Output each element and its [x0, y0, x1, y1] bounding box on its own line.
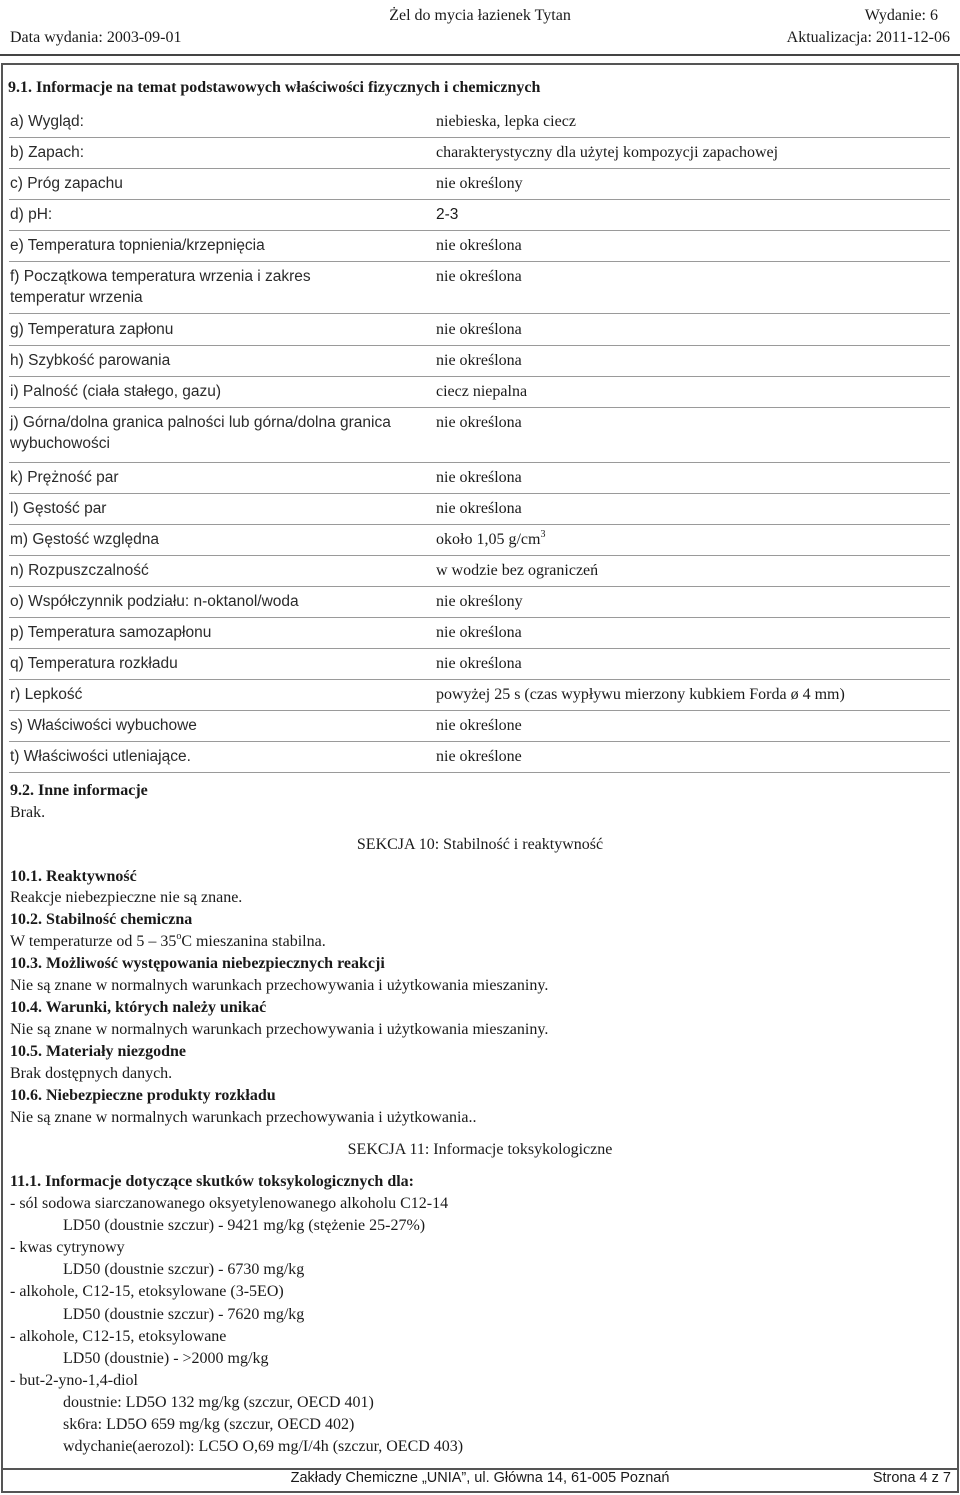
property-value: ciecz niepalna: [436, 383, 528, 400]
property-label: d) pH:: [10, 206, 53, 223]
section-10-4-text: Nie są znane w normalnych warunkach przechowywania i użytkowania mieszaniny.: [10, 1021, 549, 1038]
property-value: nie określona: [436, 237, 522, 254]
property-label: e) Temperatura topnienia/krzepnięcia: [10, 237, 265, 254]
tox-line: doustnie: LD5O 132 mg/kg (szczur, OECD 401): [63, 1394, 374, 1411]
property-value: nie określona: [436, 321, 522, 338]
property-value: niebieska, lepka ciecz: [436, 113, 576, 130]
property-value: nie określone: [436, 748, 522, 765]
tox-line: LD50 (doustnie) - >2000 mg/kg: [63, 1350, 269, 1367]
section-11-1-heading: 11.1. Informacje dotyczące skutków toksykologicznych dla:: [10, 1173, 414, 1190]
header-row-2: [10, 29, 950, 47]
property-row: [9, 409, 950, 463]
property-label: l) Gęstość par: [10, 500, 107, 517]
property-label: f) Początkowa temperatura wrzenia i zakres temperatur wrzenia: [10, 268, 311, 306]
property-label: s) Właściwości wybuchowe: [10, 717, 197, 734]
property-value: nie określona: [436, 655, 522, 672]
property-row: [9, 232, 950, 262]
density-unit-exponent: 3: [540, 529, 546, 540]
property-row: [9, 347, 950, 377]
property-label: g) Temperatura zapłonu: [10, 321, 174, 338]
property-label: t) Właściwości utleniające.: [10, 748, 191, 765]
property-label: h) Szybkość parowania: [10, 352, 171, 369]
section-11-heading: SEKCJA 11: Informacje toksykologiczne: [347, 1141, 613, 1158]
header-divider: [0, 54, 960, 56]
property-row: [9, 650, 950, 680]
document-title: Żel do mycia łazienek Tytan: [389, 7, 571, 24]
property-label: i) Palność (ciała stałego, gazu): [10, 383, 222, 400]
section-9-2-text: Brak.: [10, 804, 46, 821]
property-row: [9, 378, 950, 408]
property-row: [9, 557, 950, 587]
property-value: nie określone: [436, 717, 522, 734]
property-row: [9, 743, 950, 773]
tox-line: - alkohole, C12-15, etoksylowane: [10, 1328, 227, 1345]
property-label: n) Rozpuszczalność: [10, 562, 149, 579]
header-row-1: [10, 7, 950, 25]
property-row: [9, 464, 950, 494]
property-row: [9, 495, 950, 525]
property-value: nie określona: [436, 268, 522, 285]
property-value: charakterystyczny dla użytej kompozycji zapachowej: [436, 144, 779, 161]
tox-line: wdychanie(aerozol): LC5O O,69 mg/I/4h (szczur, OECD 403): [63, 1438, 464, 1455]
property-row: [9, 263, 950, 314]
section-10-5-text: Brak dostępnych danych.: [10, 1065, 173, 1082]
section-10-5-heading: 10.5. Materiały niezgodne: [10, 1043, 186, 1060]
density-value: około 1,05 g/cm: [436, 531, 541, 548]
property-value: 2-3: [436, 206, 459, 223]
page-footer: [1, 1469, 959, 1493]
footer-company: Zakłady Chemiczne „UNIA”, ul. Główna 14, 61-005 Poznań: [290, 1470, 670, 1486]
property-row: [9, 588, 950, 618]
section-10-heading: SEKCJA 10: Stabilność i reaktywność: [356, 836, 604, 853]
section-10-2-text: [10, 932, 326, 952]
tox-line: LD50 (doustnie szczur) - 6730 mg/kg: [63, 1261, 305, 1278]
property-value: nie określona: [436, 469, 522, 486]
section-10-2-heading: 10.2. Stabilność chemiczna: [10, 911, 193, 928]
property-row: [9, 108, 950, 138]
tox-line: - sól sodowa siarczanowanego oksyetylenowanego alkoholu C12-14: [10, 1195, 449, 1212]
section-10-3-heading: 10.3. Możliwość występowania niebezpiecznych reakcji: [10, 955, 385, 972]
tox-line: LD50 (doustnie szczur) - 7620 mg/kg: [63, 1306, 305, 1323]
property-label: j) Górna/dolna granica palności lub górna/dolna granica wybuchowości: [10, 414, 391, 452]
property-row: [9, 170, 950, 200]
property-row: [9, 526, 950, 556]
footer-page-number: Strona 4 z 7: [872, 1470, 951, 1486]
property-value: powyżej 25 s (czas wypływu mierzony kubkiem Forda ø 4 mm): [436, 686, 845, 703]
property-value: [436, 529, 545, 550]
property-row: [9, 681, 950, 711]
property-value: nie określona: [436, 414, 522, 431]
section-10-3-text: Nie są znane w normalnych warunkach przechowywania i użytkowania mieszaniny.: [10, 977, 549, 994]
property-label: q) Temperatura rozkładu: [10, 655, 178, 672]
property-row: [9, 201, 950, 231]
property-value: nie określony: [436, 593, 523, 610]
update-date: Aktualizacja: 2011-12-06: [786, 29, 950, 46]
property-row: [9, 316, 950, 346]
property-label: r) Lepkość: [10, 686, 83, 703]
property-value: nie określona: [436, 624, 522, 641]
issue-date: Data wydania: 2003-09-01: [10, 29, 182, 46]
property-value: nie określona: [436, 352, 522, 369]
stability-text-end: C mieszanina stabilna.: [181, 933, 326, 950]
tox-line: - but-2-yno-1,4-diol: [10, 1372, 138, 1389]
property-label: o) Współczynnik podziału: n-oktanol/woda: [10, 593, 299, 610]
tox-line: LD50 (doustnie szczur) - 9421 mg/kg (stężenie 25-27%): [63, 1217, 426, 1234]
property-row: [9, 619, 950, 649]
property-label: a) Wygląd:: [10, 113, 84, 130]
section-10-4-heading: 10.4. Warunki, których należy unikać: [10, 999, 267, 1016]
section-9-1-heading: 9.1. Informacje na temat podstawowych właściwości fizycznych i chemicznych: [8, 79, 541, 96]
property-value: w wodzie bez ograniczeń: [436, 562, 599, 579]
property-label: b) Zapach:: [10, 144, 85, 161]
property-row: [9, 139, 950, 169]
section-10-1-text: Reakcje niebezpieczne nie są znane.: [10, 889, 243, 906]
tox-line: sk6ra: LD5O 659 mg/kg (szczur, OECD 402): [63, 1416, 355, 1433]
stability-text-start: W temperaturze od 5 – 35: [10, 933, 177, 950]
property-label: p) Temperatura samozapłonu: [10, 624, 212, 641]
tox-line: - alkohole, C12-15, etoksylowane (3-5EO): [10, 1283, 284, 1300]
edition: Wydanie: 6: [864, 7, 938, 24]
section-10-6-heading: 10.6. Niebezpieczne produkty rozkładu: [10, 1087, 276, 1104]
tox-line: - kwas cytrynowy: [10, 1239, 125, 1256]
property-value: nie określony: [436, 175, 523, 192]
property-row: [9, 712, 950, 742]
property-label: k) Prężność par: [10, 469, 119, 486]
degree-symbol: o: [176, 931, 182, 942]
section-10-1-heading: 10.1. Reaktywność: [10, 868, 137, 885]
section-10-6-text: Nie są znane w normalnych warunkach przechowywania i użytkowania..: [10, 1109, 477, 1126]
section-9-2-heading: 9.2. Inne informacje: [10, 782, 148, 799]
property-label: c) Próg zapachu: [10, 175, 123, 192]
property-label: m) Gęstość względna: [10, 531, 160, 548]
property-value: nie określona: [436, 500, 522, 517]
